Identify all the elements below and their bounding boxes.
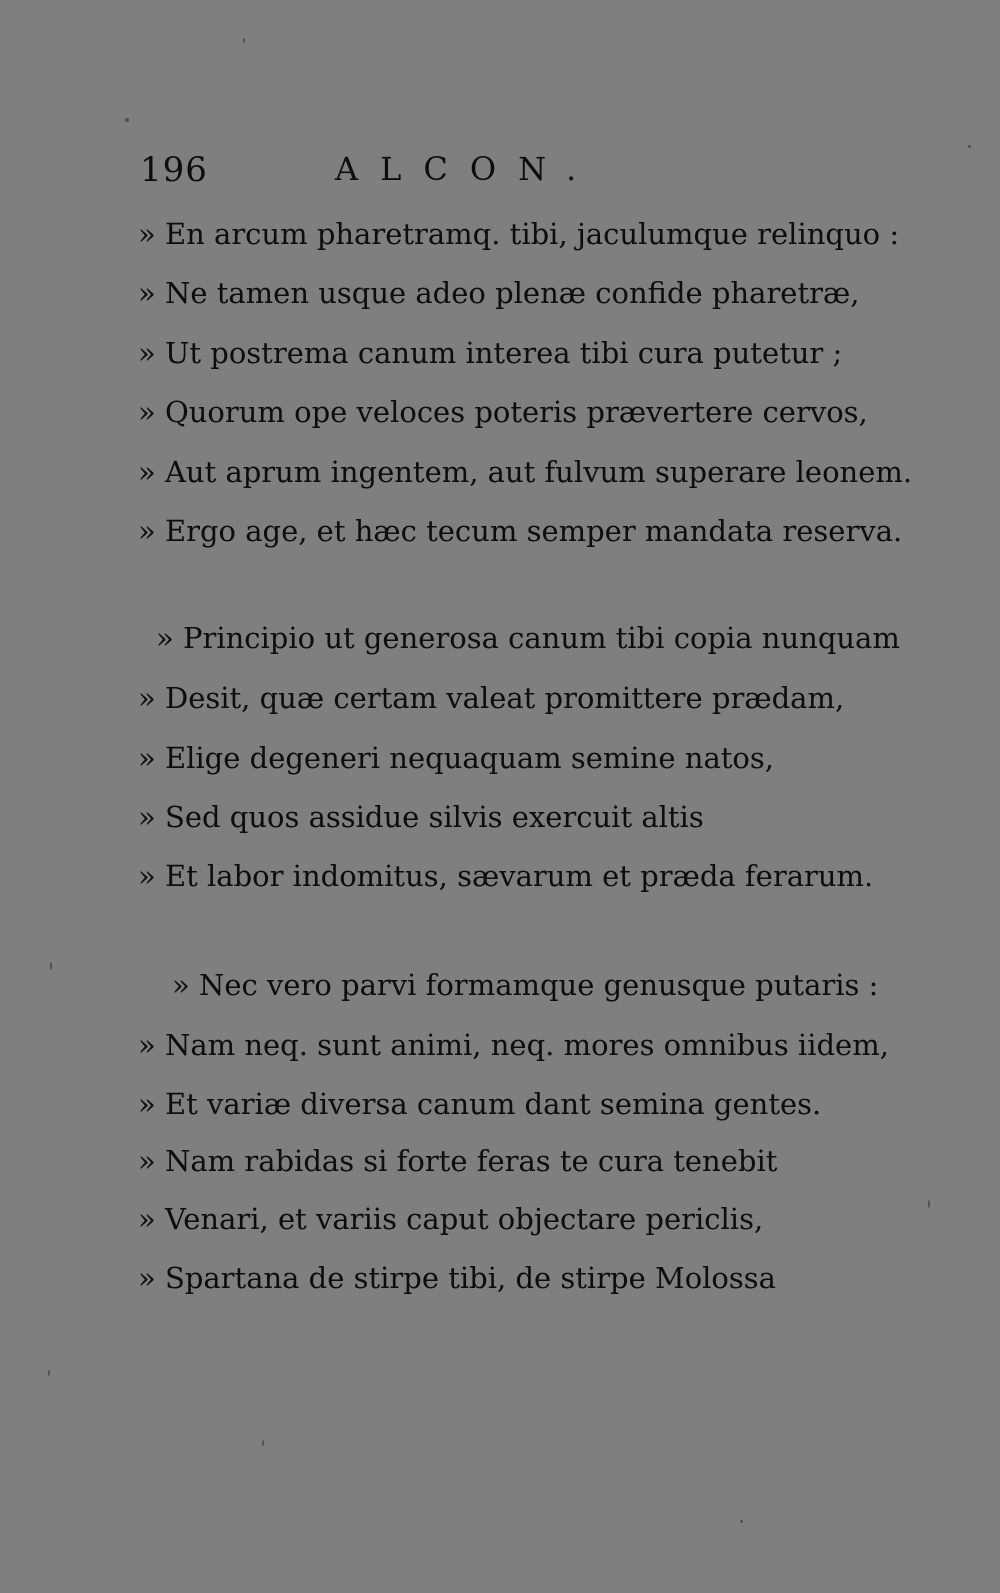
running-title: ALCON. bbox=[335, 150, 599, 188]
verse-line: » Desit, quæ certam valeat promittere prædam, bbox=[138, 681, 845, 715]
verse-line: » Nam rabidas si forte feras te cura tenebit bbox=[138, 1144, 778, 1178]
verse-line: » Nec vero parvi formamque genusque putaris : bbox=[172, 968, 879, 1002]
verse-line: » Ergo age, et hæc tecum semper mandata reserva. bbox=[138, 514, 903, 548]
verse-line: » Venari, et variis caput objectare periclis, bbox=[138, 1202, 764, 1236]
scan-speck bbox=[50, 962, 52, 970]
page-header bbox=[140, 150, 900, 200]
verse-line: » Ut postrema canum interea tibi cura putetur ; bbox=[138, 336, 843, 370]
page-number: 196 bbox=[140, 150, 208, 190]
verse-line: » Spartana de stirpe tibi, de stirpe Molossa bbox=[138, 1261, 776, 1295]
verse-line: » Sed quos assidue silvis exercuit altis bbox=[138, 800, 704, 834]
scan-speck bbox=[968, 145, 971, 148]
scan-speck bbox=[243, 38, 245, 43]
scan-speck bbox=[740, 1520, 743, 1523]
scan-speck bbox=[928, 1200, 930, 1208]
scan-speck bbox=[262, 1440, 264, 1446]
scan-speck bbox=[48, 1370, 50, 1376]
scan-speck bbox=[125, 118, 129, 122]
verse-line: » Ne tamen usque adeo plenæ confide pharetræ, bbox=[138, 276, 860, 310]
verse-line: » Aut aprum ingentem, aut fulvum superare leonem. bbox=[138, 455, 913, 489]
verse-line: » En arcum pharetramq. tibi, jaculumque relinquo : bbox=[138, 217, 900, 251]
verse-line: » Principio ut generosa canum tibi copia nunquam bbox=[156, 621, 900, 655]
verse-line: » Et labor indomitus, sævarum et præda ferarum. bbox=[138, 859, 874, 893]
verse-line: » Quorum ope veloces poteris prævertere cervos, bbox=[138, 395, 868, 429]
verse-line: » Et variæ diversa canum dant semina gentes. bbox=[138, 1087, 822, 1121]
verse-line: » Elige degeneri nequaquam semine natos, bbox=[138, 741, 774, 775]
verse-line: » Nam neq. sunt animi, neq. mores omnibus iidem, bbox=[138, 1028, 889, 1062]
